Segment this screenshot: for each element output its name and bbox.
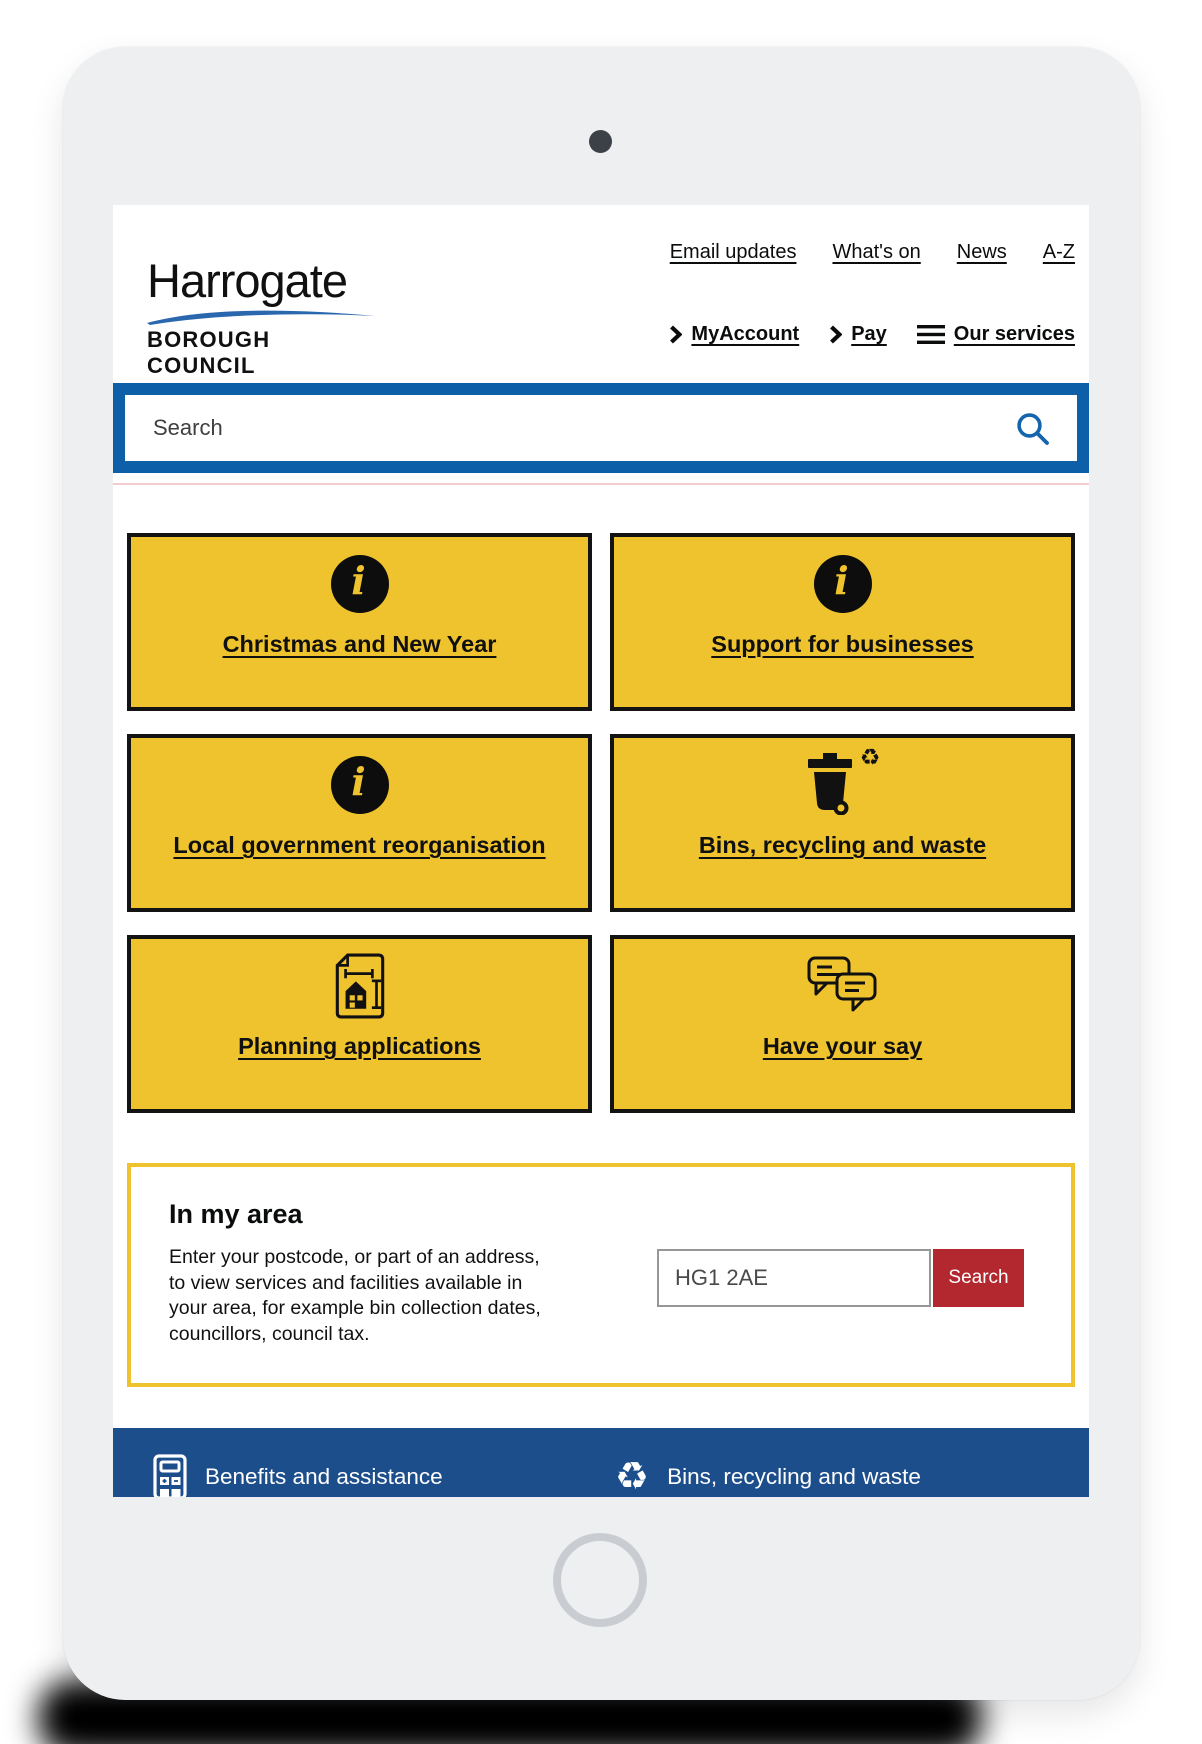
nav-news[interactable]: News xyxy=(956,241,1007,263)
tile-label[interactable]: Local government reorganisation xyxy=(173,832,546,858)
info-icon: i xyxy=(814,549,872,619)
calculator-icon xyxy=(153,1454,187,1497)
planning-document-icon xyxy=(331,951,389,1021)
search-band xyxy=(113,383,1089,473)
chevron-right-icon xyxy=(669,325,682,344)
action-nav xyxy=(669,323,1075,346)
in-my-area-description: Enter your postcode, or part of an address, to view services and facilities available in your area, for example bin collection dates, councillors, council tax. xyxy=(169,1246,541,1345)
logo-title: Harrogate xyxy=(147,254,347,307)
council-logo[interactable] xyxy=(147,255,379,379)
tile-label[interactable]: Have your say xyxy=(762,1033,923,1059)
nav-whats-on[interactable]: What's on xyxy=(832,241,921,263)
recycle-icon: ♻ xyxy=(615,1454,650,1497)
tile-bins-recycling-waste[interactable] xyxy=(610,734,1075,912)
search-icon[interactable] xyxy=(1015,411,1051,447)
tile-local-government-reorganisation[interactable] xyxy=(127,734,592,912)
browser-viewport xyxy=(113,205,1089,1497)
tile-label[interactable]: Support for businesses xyxy=(711,631,974,657)
tile-label[interactable]: Planning applications xyxy=(238,1033,481,1059)
nav-myaccount[interactable]: MyAccount xyxy=(669,323,799,346)
in-my-area-panel xyxy=(127,1163,1075,1387)
search-input[interactable] xyxy=(125,395,1077,461)
speech-bubbles-icon xyxy=(807,951,879,1021)
tile-label[interactable]: Bins, recycling and waste xyxy=(698,832,987,858)
services-footer xyxy=(113,1428,1089,1497)
nav-a-z[interactable]: A-Z xyxy=(1042,241,1075,263)
tile-support-for-businesses[interactable] xyxy=(610,533,1075,711)
chevron-right-icon xyxy=(829,325,842,344)
recycle-glyph: ♻ xyxy=(859,745,881,771)
postcode-input[interactable] xyxy=(657,1249,931,1307)
logo-swoosh-icon xyxy=(147,309,375,325)
logo-subtitle: BOROUGH COUNCIL xyxy=(147,327,271,378)
nav-email-updates[interactable]: Email updates xyxy=(669,241,797,263)
nav-pay[interactable]: Pay xyxy=(829,323,887,346)
header-divider xyxy=(113,483,1089,485)
postcode-search-button[interactable]: Search xyxy=(933,1249,1024,1307)
tablet-home-button[interactable] xyxy=(553,1533,647,1627)
info-icon: i xyxy=(331,750,389,820)
tile-have-your-say[interactable] xyxy=(610,935,1075,1113)
tile-planning-applications[interactable] xyxy=(127,935,592,1113)
search-box xyxy=(125,395,1077,461)
tile-label[interactable]: Christmas and New Year xyxy=(222,631,497,657)
footer-link-benefits[interactable]: Benefits and assistance xyxy=(153,1454,443,1497)
top-nav xyxy=(670,241,1075,264)
info-icon: i xyxy=(331,549,389,619)
footer-link-bins[interactable]: ♻ Bins, recycling and waste xyxy=(615,1454,921,1497)
tablet-camera-dot xyxy=(589,130,612,153)
wheelie-bin-recycle-icon xyxy=(805,745,881,820)
in-my-area-title: In my area xyxy=(169,1199,303,1229)
tile-christmas-and-new-year[interactable] xyxy=(127,533,592,711)
menu-icon xyxy=(917,325,945,344)
quick-links-grid xyxy=(127,533,1075,1113)
nav-our-services[interactable]: Our services xyxy=(917,323,1075,346)
